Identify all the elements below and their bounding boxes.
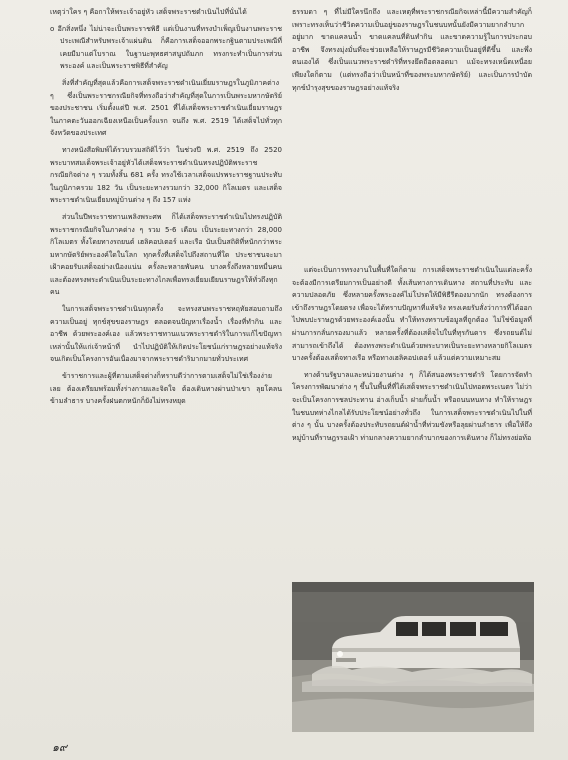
bullet-paragraph: o อีกสิ่งหนึ่ง ไม่น่าจะเป็นพระราชพิธี แต่เป็นงานที่ทรงบำเพ็ญเป็นงานพระราชประเพณีสำหรับพระเจ้าแผ่นดิน ก็คือการเสด็จออกพระกฐินตามประเพณีที่เคยมีมาแต่โบราณ ในฐานะพุทธศาสนูปถัมภก ทรงกระทำเป็นการส่วนพระองค์ และเป็นพระราชพิธีที่สำคัญ xyxy=(50,24,282,71)
text-column-right-upper xyxy=(292,6,532,98)
photo-car-fording-water xyxy=(292,582,534,732)
paragraph: ข้าราชการและผู้ที่ตามเสด็จต่างก็ทราบดีว่าการตามเสด็จไม่ใช่เรื่องง่ายเลย ต้องเตรียมพร้อมทั้งร่างกายและจิตใจ ต้องเดินทางผ่านป่าเขา ลุยโคลน ข้ามลำธาร บางครั้งฝนตกหนักก็ยังไม่ทรงหยุด xyxy=(50,372,282,406)
paragraph: ส่วนในปีพระราชทานเพลิงพระศพ ก็ได้เสด็จพระราชดำเนินไปทรงปฏิบัติพระราชกรณียกิจในภาคต่าง ๆ รวม 5-6 เดือน เป็นระยะทางกว่า 28,000 กิโลเมตร ทั้งโดยทางรถยนต์ เฮลิคอปเตอร์ และเรือ นับเป็นสถิติที่หนักกว่าพระมหากษัตริย์พระองค์ใดในโลก ทุกครั้งที่เสด็จไปถึงสถานที่ใด ประชาชนจะมาเฝ้าคอยรับเสด็จอย่างเนืองแน่น ครั้งละหลายพันคน บางครั้งถึงหลายหมื่นคน และต้องทรงพระดำเนินเป็นระยะทางไกลเพื่อทรงเยี่ยมเยียนราษฎรให้ทั่วถึงทุกคน xyxy=(50,212,282,297)
paragraph: แต่จะเป็นการทรงงานในพื้นที่ใดก็ตาม การเสด็จพระราชดำเนินในแต่ละครั้งจะต้องมีการเตรียมการเป็นอย่างดี ทั้งเส้นทางการเดินทาง สถานที่ประทับ และความปลอดภัย ซึ่งหลายครั้งพระองค์ไม่โปรดให้มีพิธีรีตองมากนัก ทรงต้องการเข้าถึงราษฎรโดยตรง เพื่อจะได้ทราบปัญหาที่แท้จริง ทรงเคยรับสั่งว่าการที่ได้ออกไปพบปะราษฎรด้วยพระองค์เองนั้น ทำให้ทรงทราบข้อมูลที่ถูกต้อง ไม่ใช่ข้อมูลที่ผ่านการกลั่นกรองมาแล้ว หลายครั้งที่ต้องเสด็จไปในที่ทุรกันดาร ซึ่งรถยนต์ไม่สามารถเข้าถึงได้ ต้องทรงพระดำเนินด้วยพระบาทเป็นระยะทางหลายกิโลเมตร บางครั้งต้องเสด็จทางเรือ หรือทางเฮลิคอปเตอร์ แล้วแต่ความเหมาะสม xyxy=(292,266,532,363)
paragraph: ทางหนังสือพิมพ์ได้รวบรวมสถิติไว้ว่า ในช่วงปี พ.ศ. 2519 ถึง 2520 พระบาทสมเด็จพระเจ้าอยู่หัวได้เสด็จพระราชดำเนินทรงปฏิบัติพระราชกรณียกิจต่าง ๆ รวมทั้งสิ้น 681 ครั้ง ทรงใช้เวลาเสด็จแปรพระราชฐานประทับในภูมิภาครวม 182 วัน เป็นระยะทางรวมกว่า 32,000 กิโลเมตร และเสด็จพระราชดำเนินเยี่ยมหมู่บ้านต่าง ๆ ถึง 157 แห่ง xyxy=(50,145,282,205)
photo-illustration xyxy=(292,582,534,732)
page-number: ๑๙ xyxy=(52,741,68,754)
paragraph: ในการเสด็จพระราชดำเนินทุกครั้ง จะทรงสนพระราชหฤทัยสอบถามถึงความเป็นอยู่ ทุกข์สุขของราษฎร ตลอดจนปัญหาเรื่องน้ำ เรื่องที่ทำกิน และอาชีพ ด้วยพระองค์เอง แล้วพระราชทานแนวพระราชดำริในการแก้ไขปัญหาเหล่านั้นให้แก่เจ้าหน้าที่ นำไปปฏิบัติให้เกิดประโยชน์แก่ราษฎรอย่างแท้จริง จนเกิดเป็นโครงการอันเนื่องมาจากพระราชดำริมากมายทั่วประเทศ xyxy=(50,305,282,364)
paragraph: ทางด้านรัฐบาลและหน่วยงานต่าง ๆ ก็ได้สนองพระราชดำริ โดยการจัดทำโครงการพัฒนาต่าง ๆ ขึ้นในพื้นที่ที่ได้เสด็จพระราชดำเนินไปทอดพระเนตร ไม่ว่าจะเป็นโครงการชลประทาน อ่างเก็บน้ำ ฝายกั้นน้ำ หรือถนนหนทาง ทำให้ราษฎรในชนบทห่างไกลได้รับประโยชน์อย่างทั่วถึง ในการเสด็จพระราชดำเนินไปในที่ต่าง ๆ นั้น บางครั้งต้องประทับรถยนต์ฝ่าน้ำที่ท่วมขังหรือลุยผ่านลำธาร เพื่อให้ถึงหมู่บ้านที่ราษฎรรอเฝ้า ท่ามกลางความยากลำบากของการเดินทาง ก็ไม่ทรงย่อท้อ xyxy=(292,370,532,442)
paragraph: เหตุว่าใคร ๆ คือกาให้พระเจ้าอยู่หัว เสด็จพระราชดำเนินไปที่นั่นได้ xyxy=(50,8,247,16)
text-column-right-lower xyxy=(292,264,532,448)
text-column-left xyxy=(50,6,282,412)
column-gap xyxy=(292,170,532,258)
paragraph: สิ่งที่สำคัญที่สุดแล้วคือการเสด็จพระราชดำเนินเยี่ยมราษฎรในภูมิภาคต่าง ๆ ซึ่งเป็นพระราชกรณียกิจที่ทรงถือว่าสำคัญที่สุดในการเป็นพระมหากษัตริย์ของประชาชน เริ่มตั้งแต่ปี พ.ศ. 2501 ที่ได้เสด็จพระราชดำเนินเยี่ยมราษฎรในภาคตะวันออกเฉียงเหนือเป็นครั้งแรก จนถึง พ.ศ. 2519 ได้เสด็จไปทั่วทุกจังหวัดของประเทศ xyxy=(50,78,282,138)
paragraph: ธรรมดา ๆ ที่ไม่มีใครนึกถึง และเหตุที่พระราชกรณียกิจเหล่านี้มีความสำคัญก็เพราะทรงเห็นว่าชีวิตความเป็นอยู่ของราษฎรในชนบทนั้นยังมีความยากลำบากอยู่มาก ขาดแคลนน้ำ ขาดแคลนที่ดินทำกิน และขาดความรู้ในการประกอบอาชีพ จึงทรงมุ่งมั่นที่จะช่วยเหลือให้ราษฎรมีชีวิตความเป็นอยู่ที่ดีขึ้น และพึ่งตนเองได้ ซึ่งเป็นแนวพระราชดำริที่ทรงยึดถือตลอดมา แม้จะทรงเหน็ดเหนื่อยเพียงใดก็ตาม (แต่ทรงถือว่าเป็นหน้าที่ของพระมหากษัตริย์) และเป็นการบำบัดทุกข์บำรุงสุขของราษฎรอย่างแท้จริง xyxy=(292,8,532,92)
